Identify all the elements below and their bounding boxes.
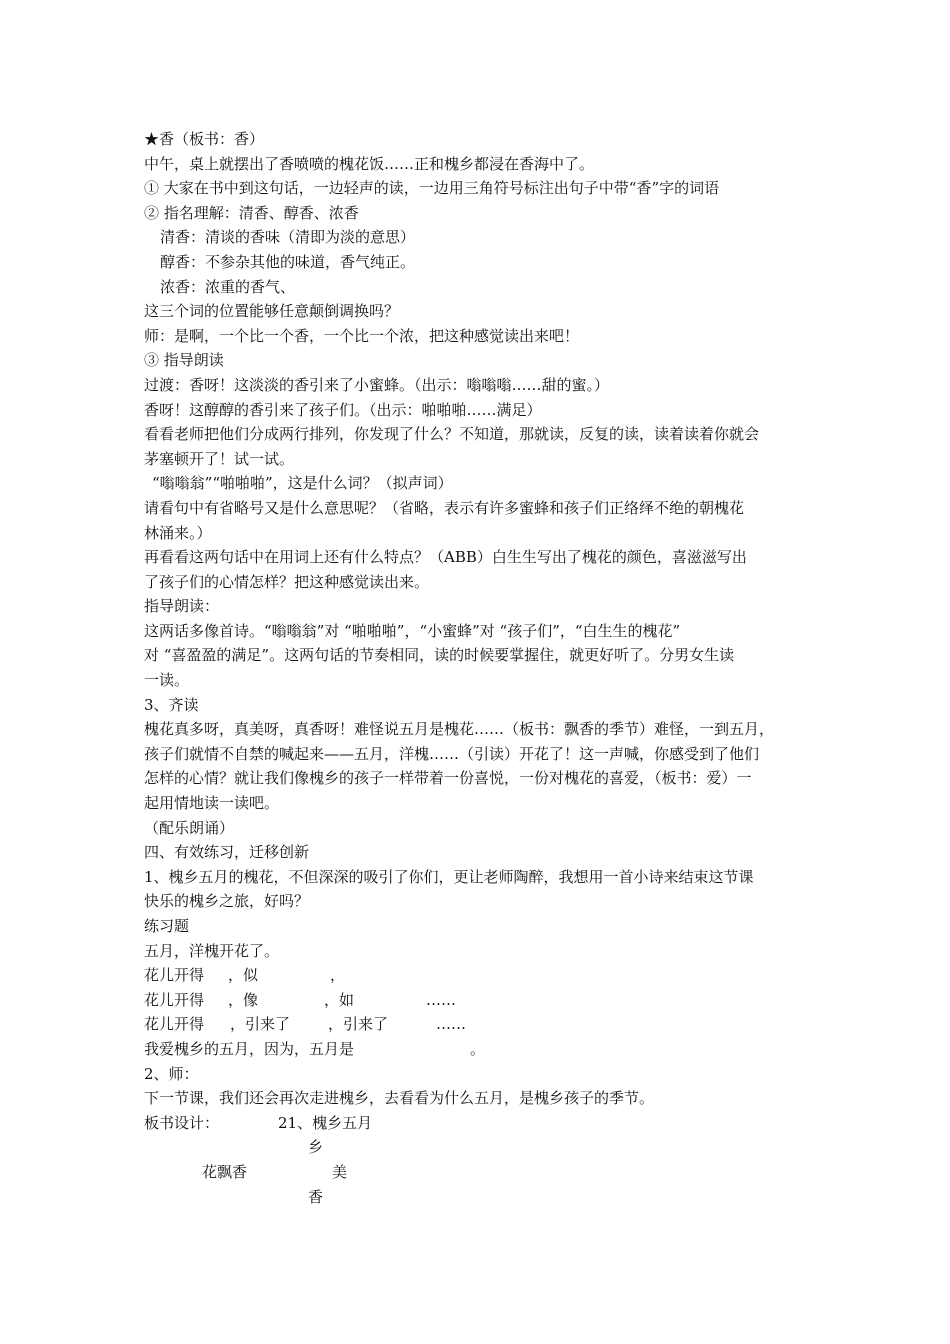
exercise-row-4 (144, 1037, 814, 1062)
line: 看看老师把他们分成两行排列，你发现了什么？不知道，那就读，反复的读，读着读着你就会 (144, 425, 760, 444)
line: 孩子们就情不自禁的喊起来——五月，洋槐……（引读）开花了！这一声喊，你感受到了他们 (144, 744, 760, 763)
board-design-row (144, 1160, 814, 1185)
exercise-text: 。 (470, 1039, 486, 1058)
line: 指导朗读： (144, 597, 220, 616)
line: ① 大家在书中到这句话，一边轻声的读，一边用三角符号标注出句子中带“香”字的词语 (144, 179, 720, 198)
board-design-row (144, 1135, 814, 1160)
line: 中午，桌上就摆出了香喷喷的槐花饭……正和槐乡都浸在香海中了。 (144, 154, 595, 173)
line: 2、师： (144, 1064, 199, 1083)
line: 1、槐乡五月的槐花，不但深深的吸引了你们，更让老师陶醉，我想用一首小诗来结束这节课 (144, 867, 754, 886)
exercise-text: 花儿开得 (144, 1015, 205, 1034)
exercise-text: ， (330, 966, 346, 985)
exercise-text: ，如 (324, 990, 355, 1009)
exercise-text: 我爱槐乡的五月，因为，五月是 (144, 1039, 355, 1058)
line: 请看句中有省略号又是什么意思呢？（省略，表示有许多蜜蜂和孩子们正络绎不绝的朝槐花 (144, 498, 745, 517)
exercise-row-3 (144, 1012, 814, 1037)
line: 这两话多像首诗。“嗡嗡翁”对 “啪啪啪”，“小蜜蜂”对 “孩子们”，“白生生的槐花” (144, 621, 681, 640)
line: 下一节课，我们还会再次走进槐乡，去看看为什么五月，是槐乡孩子的季节。 (144, 1089, 655, 1108)
exercise-text: 花儿开得 (144, 966, 205, 985)
board-char-xiang: 乡 (308, 1138, 324, 1157)
line: “嗡嗡翁”“啪啪啪”，这是什么词？（拟声词） (152, 474, 453, 493)
line: ③ 指导朗读 (144, 351, 224, 370)
exercise-text: ，似 (228, 966, 259, 985)
line: 过渡：香呀！这淡淡的香引来了小蜜蜂。（出示：嗡嗡嗡……甜的蜜。） (144, 375, 610, 394)
line: 起用情地读一读吧。 (144, 794, 280, 813)
board-left-text: 花飘香 (202, 1162, 248, 1181)
line: 3、齐读 (144, 695, 199, 714)
line: 醇香：不参杂其他的味道，香气纯正。 (160, 252, 416, 271)
line: 对 “喜盈盈的满足”。这两句话的节奏相同，读的时候要掌握住，就更好听了。分男女生读 (144, 646, 735, 665)
line: ② 指名理解：清香、醇香、浓香 (144, 203, 359, 222)
line: 五月，洋槐开花了。 (144, 941, 280, 960)
line: 再看看这两句话中在用词上还有什么特点？（ABB）白生生写出了槐花的颜色，喜滋滋写出 (144, 548, 747, 567)
line: 茅塞顿开了！试一试。 (144, 449, 295, 468)
board-design-title: 21、槐乡五月 (278, 1113, 373, 1132)
line: 练习题 (144, 917, 190, 935)
board-design-row (144, 1185, 814, 1210)
exercise-text: 花儿开得 (144, 990, 205, 1009)
exercise-text: ，像 (228, 990, 259, 1009)
exercise-text: …… (426, 990, 456, 1009)
exercise-text: ，引来了 (328, 1015, 389, 1034)
line: 师：是啊，一个比一个香，一个比一个浓，把这种感觉读出来吧！ (144, 326, 580, 345)
line-star-heading: ★香（板书：香） (144, 130, 265, 148)
line: 浓香：浓重的香气、 (160, 277, 296, 296)
exercise-row-1 (144, 963, 814, 988)
line: 这三个词的位置能够任意颠倒调换吗？ (144, 302, 400, 321)
line: 四、有效练习，迁移创新 (144, 843, 310, 862)
line: 槐花真多呀，真美呀，真香呀！难怪说五月是槐花……（板书：飘香的季节）难怪，一到五月， (144, 720, 775, 739)
exercise-text: …… (436, 1015, 466, 1034)
line: 快乐的槐乡之旅，好吗？ (144, 892, 310, 911)
board-char-mei: 美 (332, 1162, 348, 1181)
line: 清香：清谈的香味（清即为淡的意思） (160, 228, 416, 247)
line: 香呀！这醇醇的香引来了孩子们。（出示：啪啪啪……满足） (144, 400, 542, 419)
exercise-row-2 (144, 988, 814, 1013)
line: 了孩子们的心情怎样？把这种感觉读出来。 (144, 572, 430, 591)
exercise-text: ，引来了 (230, 1015, 291, 1034)
board-design-label: 板书设计： (144, 1113, 220, 1132)
document-page (144, 127, 814, 1209)
line: 林涌来。） (144, 523, 212, 542)
board-char-fragrance: 香 (308, 1187, 324, 1206)
board-design-title-row (144, 1111, 814, 1136)
line: 一读。 (144, 671, 190, 690)
line: （配乐朗诵） (144, 818, 235, 837)
line: 怎样的心情？就让我们像槐乡的孩子一样带着一份喜悦，一份对槐花的喜爱，（板书：爱）一 (144, 769, 752, 788)
